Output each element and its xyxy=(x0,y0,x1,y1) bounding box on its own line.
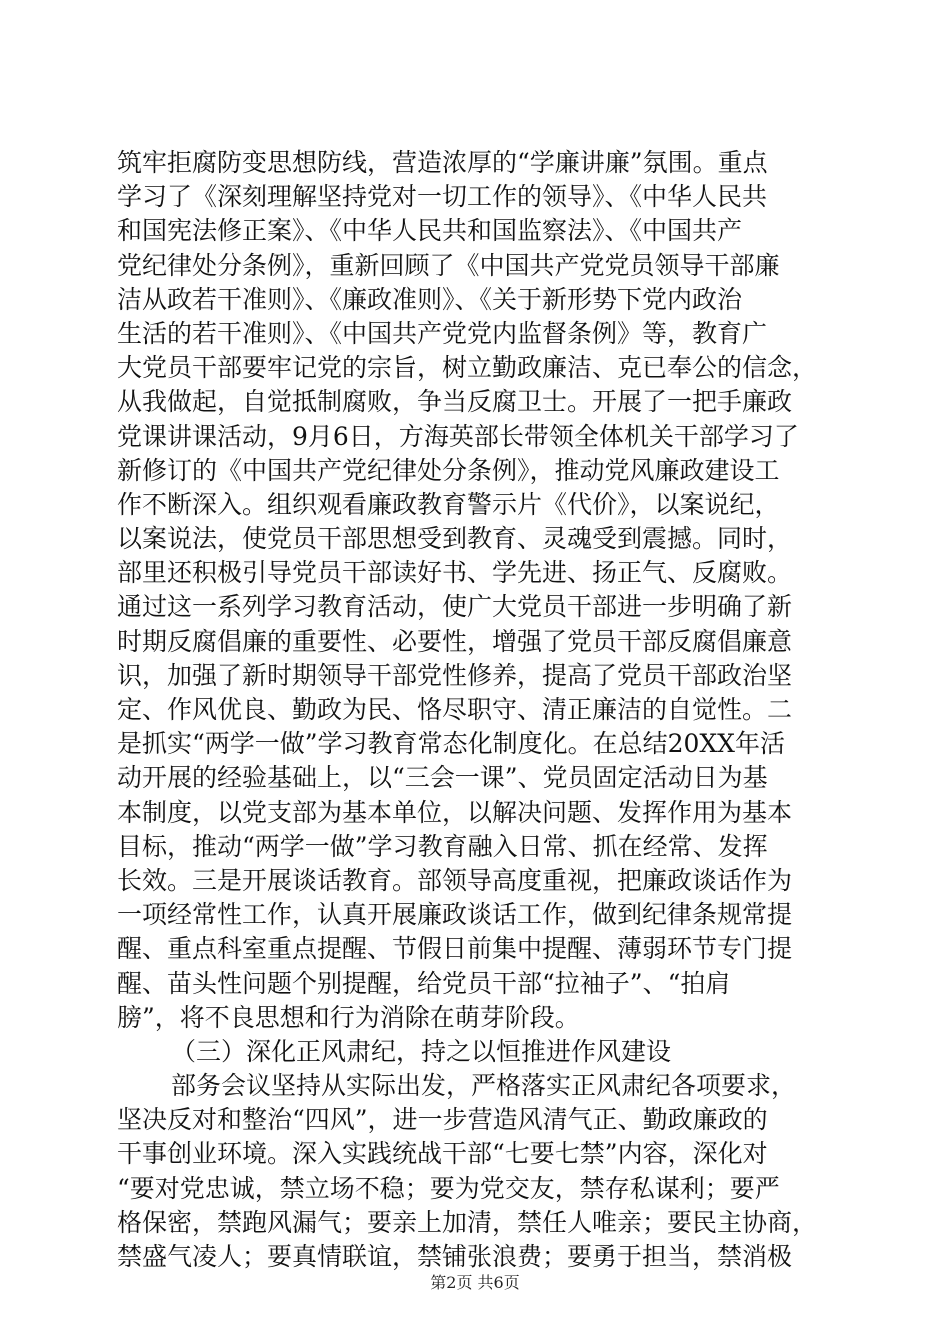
text-line: 是抓实“两学一做”学习教育常态化制度化。在总结20XX年活 xyxy=(117,729,785,759)
text-line: 膀”，将不良思想和行为消除在萌芽阶段。 xyxy=(117,1002,580,1032)
text-line: 禁盛气凌人；要真情联谊，禁铺张浪费；要勇于担当，禁消极 xyxy=(117,1242,793,1271)
text-line: 洁从政若干准则》、《廉政准则》、《关于新形势下党内政治 xyxy=(117,284,743,314)
text-line: “要对党忠诚，禁立场不稳；要为党交友，禁存私谋利；要严 xyxy=(117,1173,780,1203)
text-line: 干事创业环境。深入实践统战干部“七要七禁”内容，深化对 xyxy=(117,1139,768,1169)
text-line: 党课讲课活动，9月6日，方海英部长带领全体机关干部学习了 xyxy=(117,421,799,451)
page-number-footer: 第2页 共6页 xyxy=(430,1273,520,1292)
text-line: 通过这一系列学习教育活动，使广大党员干部进一步明确了新 xyxy=(117,592,793,622)
text-line: 以案说法，使党员干部思想受到教育、灵魂受到震撼。同时， xyxy=(117,524,793,554)
section-heading: （三）深化正风肃纪，持之以恒推进作风建设 xyxy=(171,1036,672,1066)
text-line: 一项经常性工作，认真开展廉政谈话工作，做到纪律条规常提 xyxy=(117,900,793,930)
text-line: 长效。三是开展谈话教育。部领导高度重视，把廉政谈话作为 xyxy=(117,865,793,895)
text-line: 和国宪法修正案》、《中华人民共和国监察法》、《中国共产 xyxy=(117,216,743,246)
text-line: 醒、苗头性问题个别提醒，给党员干部“拉袖子”、“拍肩 xyxy=(117,968,731,998)
text-line: 目标，推动“两学一做”学习教育融入日常、抓在经常、发挥 xyxy=(117,831,768,861)
document-body xyxy=(117,146,837,1274)
text-line: 动开展的经验基础上，以“三会一课”、党员固定活动日为基 xyxy=(117,763,768,793)
text-line: 学习了《深刻理解坚持党对一切工作的领导》、《中华人民共 xyxy=(117,182,768,212)
text-line: 本制度，以党支部为基本单位，以解决问题、发挥作用为基本 xyxy=(117,797,793,827)
text-line: 新修订的《中国共产党纪律处分条例》，推动党风廉政建设工 xyxy=(117,455,780,485)
text-line: 生活的若干准则》、《中国共产党党内监督条例》等，教育广 xyxy=(117,318,768,348)
text-line: 作不断深入。组织观看廉政教育警示片《代价》，以案说纪， xyxy=(117,489,780,519)
text-line: 筑牢拒腐防变思想防线，营造浓厚的“学廉讲廉”氛围。重点 xyxy=(117,148,768,177)
text-line: 醒、重点科室重点提醒、节假日前集中提醒、薄弱环节专门提 xyxy=(117,934,793,964)
text-line: 党纪律处分条例》，重新回顾了《中国共产党党员领导干部廉 xyxy=(117,250,780,280)
text-line: 定、作风优良、勤政为民、恪尽职守、清正廉洁的自觉性。二 xyxy=(117,695,793,724)
text-line: 识，加强了新时期领导干部党性修养，提高了党员干部政治坚 xyxy=(117,660,793,690)
text-line: 时期反腐倡廉的重要性、必要性，增强了党员干部反腐倡廉意 xyxy=(117,626,793,656)
text-line: 从我做起，自觉抵制腐败，争当反腐卫士。开展了一把手廉政 xyxy=(117,387,793,417)
text-line: 坚决反对和整治“四风”，进一步营造风清气正、勤政廉政的 xyxy=(117,1105,768,1135)
text-line: 部里还积极引导党员干部读好书、学先进、扬正气、反腐败。 xyxy=(117,558,793,588)
text-line: 大党员干部要牢记党的宗旨，树立勤政廉洁、克已奉公的信念， xyxy=(117,353,818,383)
text-line: 格保密，禁跑风漏气；要亲上加清，禁任人唯亲；要民主协商， xyxy=(117,1207,818,1237)
paragraph-first-line: 部务会议坚持从实际出发，严格落实正风肃纪各项要求， xyxy=(171,1071,797,1101)
